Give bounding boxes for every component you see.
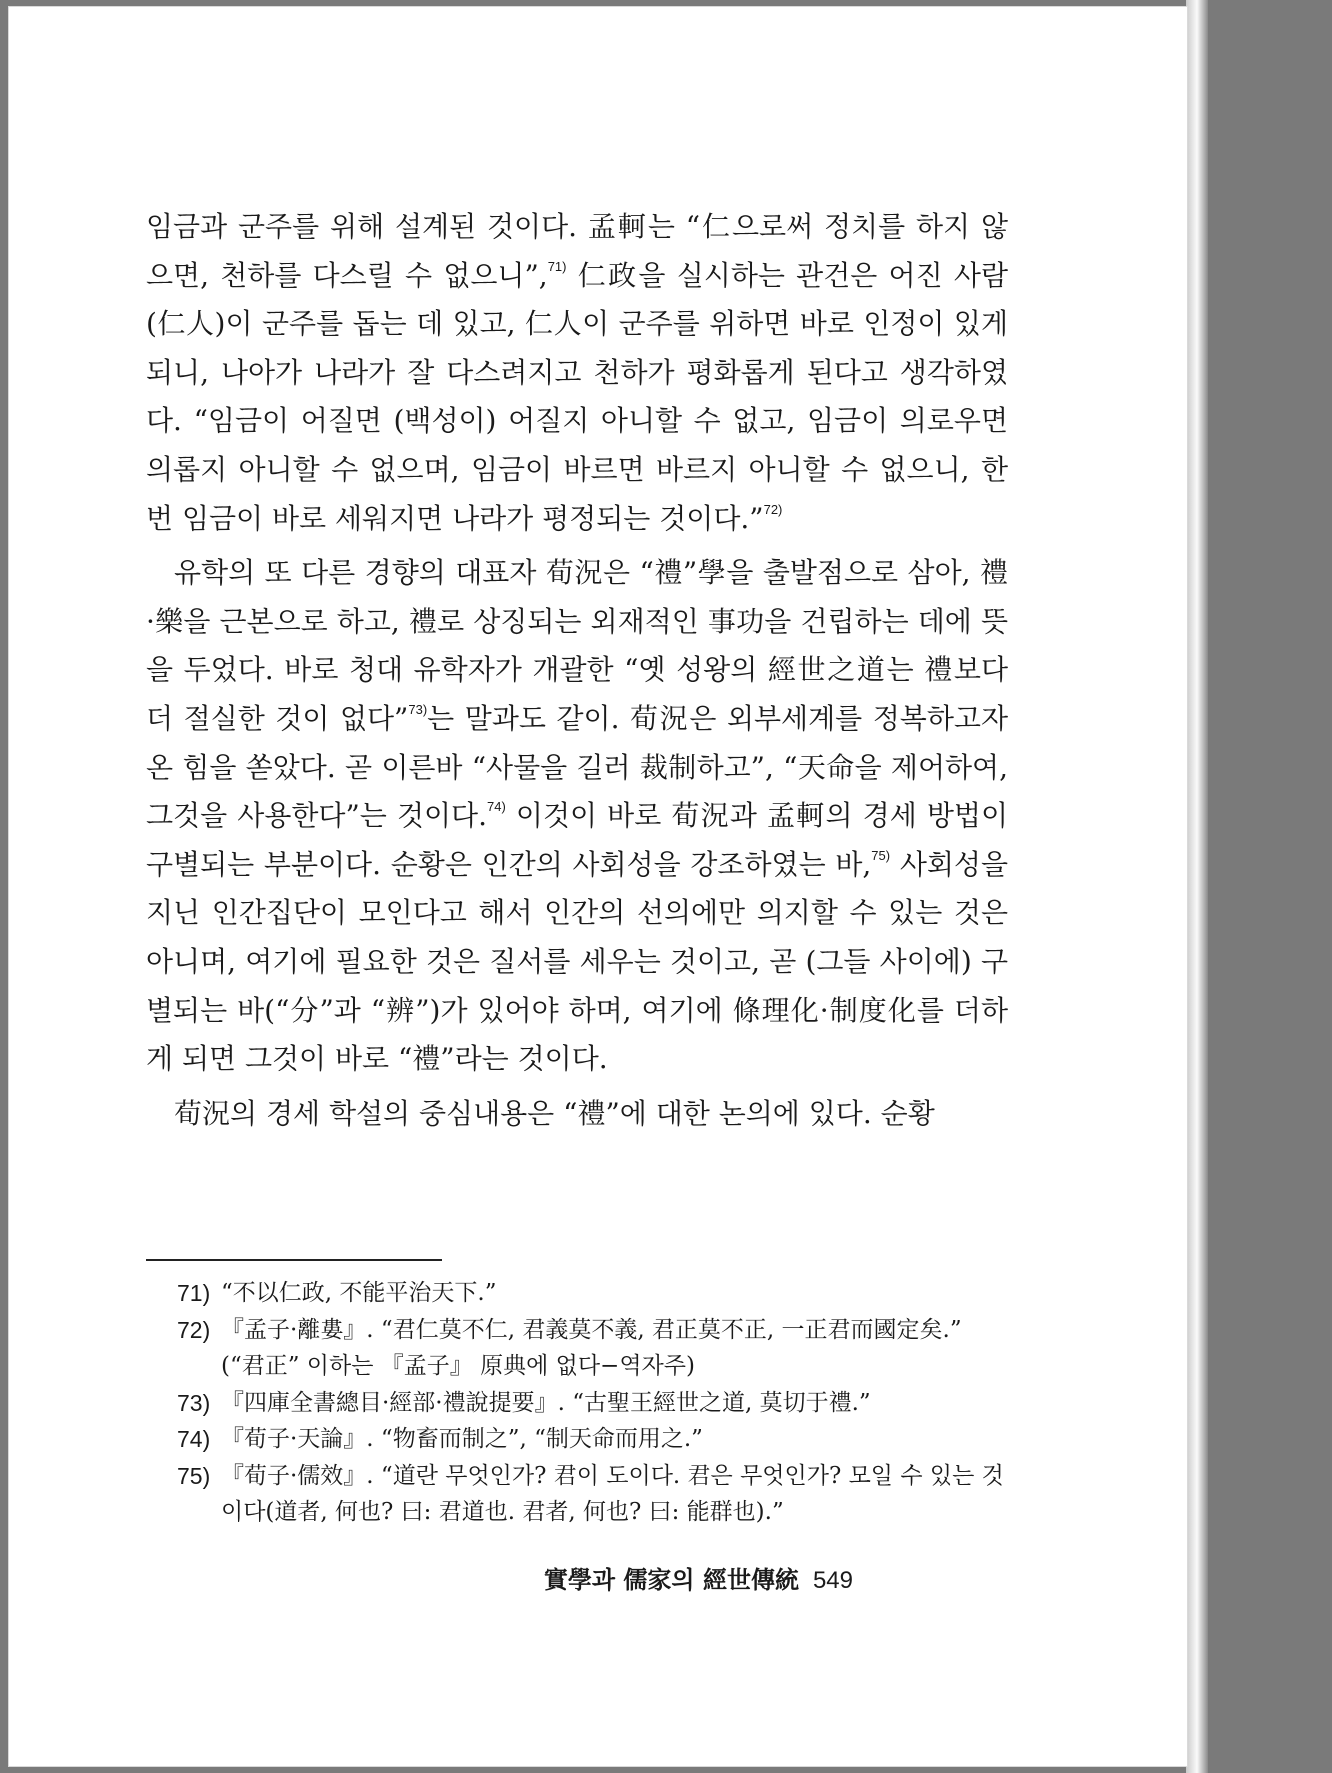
footnote-ref-75[interactable]: 75) (871, 847, 891, 863)
footnote-text-continued: (“君正” 이하는 『孟子』 原典에 없다−역자주) (221, 1353, 695, 1379)
footnote-ref-73[interactable]: 73) (408, 701, 428, 717)
footnote-75 (177, 1458, 1007, 1531)
paragraph-text: 임금과 군주를 위해 설계된 것이다. 孟軻는 “仁으로써 정치를 하지 않으면, 천하를 다스릴 수 없으니”, (146, 210, 1008, 292)
footnote-number: 73) (177, 1389, 211, 1416)
footnotes (177, 1275, 1007, 1531)
footnote-73 (177, 1385, 1007, 1422)
footnote-ref-74[interactable]: 74) (487, 799, 506, 815)
paragraph-text: 는 말과도 같이. 荀況은 외부세계를 정복하고자 온 힘을 쏟았다. 곧 이른바 “사물을 길러 裁制하고”, “天命을 제어하여, 그것을 사용한다”는 것이다. (146, 701, 1008, 833)
footnote-text: 『荀子·儒效』. “道란 무엇인가? 君이 도이다. 君은 무엇인가? 모일 수 있는 것이다(道者, 何也? 曰: 君道也. 君者, 何也? 曰: 能群也).” (221, 1462, 1004, 1525)
footnote-body (221, 1312, 1007, 1349)
footnote-72-continuation (177, 1348, 1007, 1385)
footnote-number: 74) (177, 1426, 211, 1452)
footnote-number: 71) (177, 1280, 211, 1306)
paragraph-3 (146, 1090, 1008, 1139)
footnote-number: 72) (177, 1316, 211, 1343)
page-edge (1186, 0, 1208, 1773)
paragraph-2 (146, 549, 1008, 1084)
footnote-71 (177, 1275, 1007, 1312)
footnote-72 (177, 1312, 1007, 1349)
paragraph-text: 이것이 바로 荀況과 孟軻의 경세 방법이 구별되는 부분이다. 순황은 인간의 사회성을 강조하였는 바, (146, 799, 1009, 881)
footnote-text: 『荀子·天論』. “物畜而制之”, “制天命而用之.” (221, 1426, 703, 1452)
paragraph-text: 유학의 또 다른 경향의 대표자 荀況은 “禮”學을 출발점으로 삼아, 禮·樂을 근본으로 하고, 禮로 상징되는 외재적인 事功을 건립하는 데에 뜻을 두었다. 바로 청대 유학자가 개괄한 “옛 성왕의 經世之道는 禮보다 더 절실한 것이 없다” (146, 556, 1008, 735)
footnote-text: 『四庫全書總目·經部·禮說提要』. “古聖王經世之道, 莫切于禮.” (221, 1389, 871, 1416)
page-number: 549 (812, 1567, 853, 1594)
footnote-74 (177, 1421, 1007, 1458)
running-footer (544, 1560, 853, 1595)
footnote-text: “不以仁政, 不能平治天下.” (221, 1280, 497, 1306)
paragraph-text: 荀況의 경세 학설의 중심내용은 “禮”에 대한 논의에 있다. 순황 (174, 1096, 935, 1130)
footnote-number: 75) (177, 1462, 211, 1489)
running-title: 實學과 儒家의 經世傳統 (543, 1565, 799, 1594)
footnote-text: 『孟子·離婁』. “君仁莫不仁, 君義莫不義, 君正莫不正, 一正君而國定矣.” (221, 1316, 962, 1343)
body-text (146, 203, 1008, 1138)
paragraph-text: 仁政을 실시하는 관건은 어진 사람(仁人)이 군주를 돕는 데 있고, 仁人이 군주를 위하면 바로 인정이 있게 되니, 나아가 나라가 잘 다스려지고 천하가 평화롭게 된다고 생각하였다. “임금이 어질면 (백성이) 어질지 아니할 수 없고, 임금이 의로우면 의롭지 아니할 수 없으며, 임금이 바르면 바르지 아니할 수 없으니, 한 번 임금이 바로 세워지면 나라가 평정되는 것이다.” (146, 258, 1008, 535)
footnote-ref-71[interactable]: 71) (547, 258, 567, 274)
footnote-divider (146, 1259, 442, 1261)
footnote-ref-72[interactable]: 72) (763, 501, 783, 517)
paragraph-1 (146, 203, 1008, 543)
paragraph-text: 사회성을 지닌 인간집단이 모인다고 해서 인간의 선의에만 의지할 수 있는 것은 아니며, 여기에 필요한 것은 질서를 세우는 것이고, 곧 (그들 사이에) 구별되는 바(“分”과 “辨”)가 있어야 하며, 여기에 條理化·制度化를 더하게 되면 그것이 바로 “禮”라는 것이다. (146, 847, 1009, 1076)
document-page (8, 6, 1188, 1767)
